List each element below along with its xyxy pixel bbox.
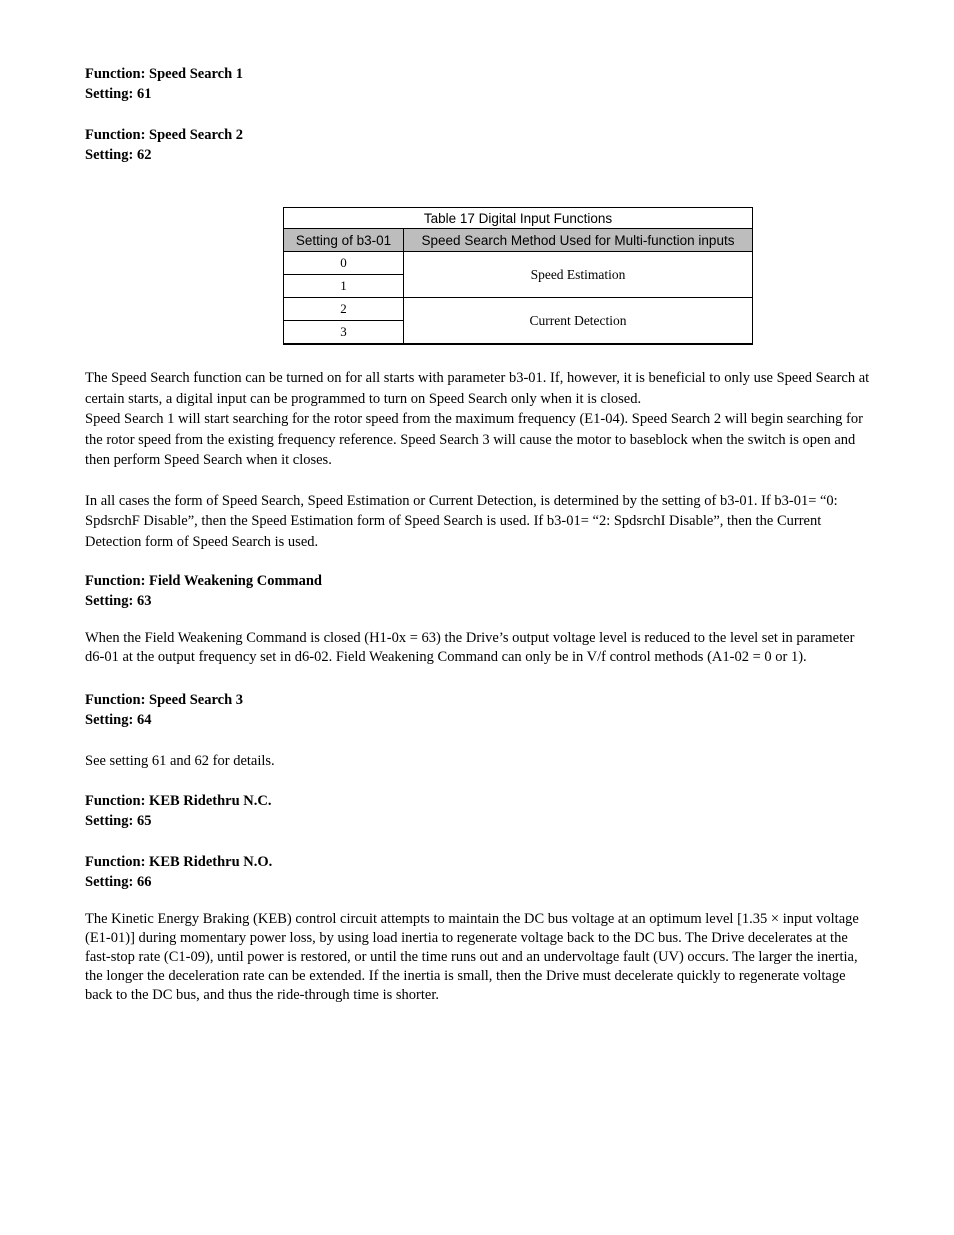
function-heading: Function: Field Weakening Command [85, 573, 322, 589]
table-cell-method: Speed Estimation [404, 252, 753, 298]
paragraph: Speed Search 1 will start searching for the rotor speed from the maximum frequency (E1-04). Speed Search 2 will begin searching for the rotor speed from the existing frequency reference. Speed Search 3 will cause the motor to baseblock when the switch is open and then perform Speed Search when it closes. [85, 411, 863, 468]
setting-heading: Setting: 61 [85, 86, 152, 102]
function-heading: Function: Speed Search 3 [85, 692, 244, 708]
column-header-setting: Setting of b3-01 [284, 229, 404, 252]
table-cell-method: Current Detection [404, 298, 753, 345]
function-heading: Function: KEB Ridethru N.C. [85, 792, 272, 809]
digital-input-functions-table [283, 207, 753, 345]
function-heading: Function: Speed Search 1 [85, 66, 244, 82]
setting-heading: Setting: 63 [85, 593, 152, 609]
field-weakening-block [85, 571, 871, 611]
setting-heading: Setting: 65 [85, 812, 152, 829]
speed-search-2-block [85, 125, 871, 165]
table-cell-setting: 3 [284, 321, 404, 345]
function-heading: Function: KEB Ridethru N.O. [85, 853, 273, 870]
paragraph: In all cases the form of Speed Search, Speed Estimation or Current Detection, is determined by the setting of b3-01. If b3-01= “0: SpdsrchF Disable”, then the Speed Estimation form of Speed Search is used. If b3-01= “2: SpdsrchI Disable”, then the Current Detection form of Speed Search is used. [85, 492, 838, 550]
setting-heading: Setting: 62 [85, 147, 152, 163]
paragraph: The Kinetic Energy Braking (KEB) control circuit attempts to maintain the DC bus voltage at an optimum level [1.35 × input voltage (E1-01)] during momentary power loss, by using load inertia to regenerate voltage back to the DC bus. The Drive decelerates at the fast-stop rate (C1-09), until power is restored, or until the time runs out and an undervoltage fault (UV) occurs. The larger the inertia, the longer the deceleration rate can be extended. If the inertia is small, then the Drive must decelerate quickly to regenerate voltage back to the DC bus, and thus the ride-through time is shorter. [85, 910, 859, 1003]
document-page [85, 64, 871, 165]
table-cell-setting: 0 [284, 252, 404, 275]
paragraph: The Speed Search function can be turned on for all starts with parameter b3-01. If, however, it is beneficial to only use Speed Search at certain starts, a digital input can be programmed to turn on Speed Search only when it is closed. [85, 370, 870, 407]
speed-search-1-block [85, 64, 871, 104]
keb-nc-block [85, 791, 871, 831]
setting-heading: Setting: 64 [85, 712, 152, 728]
table-cell-setting: 2 [284, 298, 404, 321]
paragraph: When the Field Weakening Command is closed (H1-0x = 63) the Drive’s output voltage level is reduced to the level set in parameter d6-01 at the output frequency set in d6-02. Field Weakening Command can only be in V/f control methods (A1-02 = 0 or 1). [85, 630, 855, 665]
paragraph: See setting 61 and 62 for details. [85, 753, 275, 769]
column-header-method: Speed Search Method Used for Multi-function inputs [404, 229, 753, 252]
function-heading: Function: Speed Search 2 [85, 127, 244, 143]
keb-no-block [85, 852, 871, 892]
table-caption: Table 17 Digital Input Functions [284, 208, 753, 229]
setting-heading: Setting: 66 [85, 873, 152, 890]
table-cell-setting: 1 [284, 275, 404, 298]
speed-search-3-block [85, 690, 871, 730]
body-text [85, 368, 871, 1005]
